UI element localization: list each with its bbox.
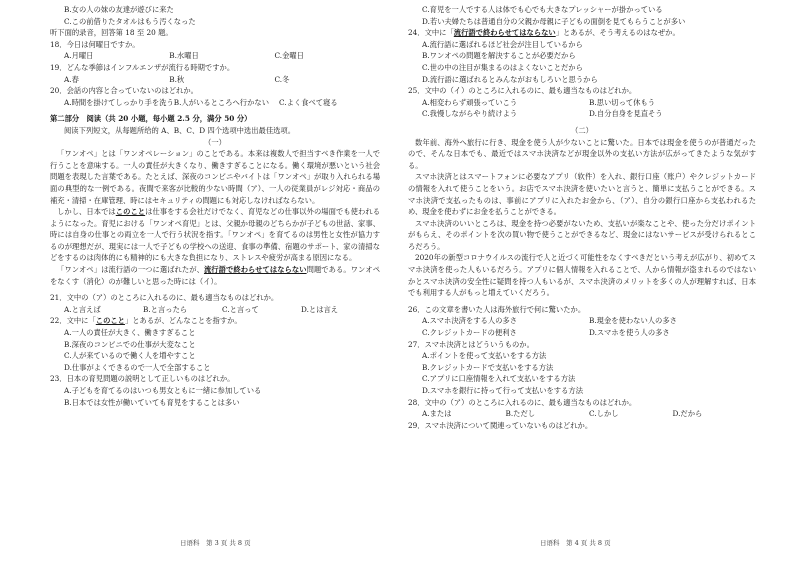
option-b: B.深夜のコンビニでの仕事が大変なこと [64, 339, 196, 349]
option-line: C.この前借りたタオルはもう汚くなった [64, 16, 196, 26]
question-20-options [50, 97, 380, 109]
question-25: 25．文中の（イ）のところに入れるのに、最も適当なものはどれか。 [408, 86, 637, 96]
question-22 [50, 315, 380, 327]
option-c: C.金曜日 [274, 51, 304, 61]
option-c: C.クレジットカードの便利さ [422, 328, 517, 338]
option-a: A.流行語に選ばれるほど社会が注目しているから [422, 39, 583, 49]
page-4 [408, 0, 756, 561]
option-b: B.クレジットカードで支払いをする方法 [422, 362, 554, 372]
passage-1-paragraph-1: 「ワンオペ」とは「ワンオペレーション」のことである。本来は複数人で担当すべき作業を一人で行うことを意味する。一人の責任が大きくなり、働きすぎることになる。働く環境が悪いという社会問題を表現した言葉である。たとえば、深夜のコンビニやバイトは「ワンオペ」が取り入れられる場面の典型的な一例である。夜間で来客が比較的少ない時間（ア）、一人の従業員がレジ対応・商品の補充・清掃・在庫管理、時にはセキュリティの問題にも対応しなければならない。 [50, 149, 380, 205]
text-run: 」とあるが、どんなことを指すか。 [124, 316, 242, 326]
option-a: A.と言えば [64, 304, 101, 314]
listening-instruction: 听下面的录音，回答第 18 至 20 题。 [50, 28, 173, 38]
question-26: 26．この文章を書いた人は海外旅行で何に驚いたか。 [408, 304, 586, 314]
option-b: B.思い切って休もう [589, 97, 656, 107]
option-b: B.人がいるところへ行かない [173, 97, 269, 107]
passage-1-paragraph-3 [50, 264, 380, 287]
question-28-options [408, 408, 756, 420]
part-2-instruction: 阅读下列短文，从每题所给的 A、B、C、D 四个选项中选出最佳选项。 [64, 125, 296, 135]
passage-1-number: （一） [204, 137, 226, 147]
option-a: A.相変わらず頑張っていこう [422, 97, 518, 107]
option-a: A.時間を掛けてしっかり手を洗う [64, 97, 174, 107]
question-28: 28．文中の（ア）のところに入れるのに、最も適当なものはどれか。 [408, 397, 637, 407]
question-19-options [50, 74, 380, 86]
option-c: C.しかし [589, 409, 619, 419]
question-27: 27．スマホ決済とはどういうものか。 [408, 339, 534, 349]
option-c: C.冬 [274, 74, 290, 84]
question-21: 21．文中の（ア）のところに入れるのに、最も適当なものはどれか。 [50, 293, 279, 303]
question-21-options [50, 304, 380, 316]
option-b: B.ただし [505, 409, 536, 419]
option-c: C.アプリに口座情報を入れて支払いをする方法 [422, 374, 576, 384]
option-a: A.スマホ決済をする人の多さ [422, 316, 518, 326]
option-b: B.秋 [169, 74, 185, 84]
question-24 [408, 27, 756, 39]
option-c: C.世の中の注目が集まるのはよくないことだから [422, 62, 583, 72]
option-line: B.女の人の妹の友達が遊びに来た [64, 5, 174, 14]
text-run: 」とあるが、そう考えるのはなぜか。 [555, 28, 680, 38]
option-a: A.または [422, 409, 452, 419]
option-c: C.育児を一人でする人は体でも心でも大きなプレッシャーが掛かっている [422, 5, 663, 14]
page-3 [50, 0, 380, 561]
part-2-title: 第二部分 阅读（共 20 小题，每小题 2.5 分，满分 50 分） [50, 114, 252, 124]
underlined-phrase: 流行語で終わらせてはならない [203, 265, 307, 275]
option-b: B.水曜日 [169, 51, 199, 61]
option-d: D.だから [672, 409, 703, 419]
question-25-options-row-1 [408, 97, 756, 109]
option-c: C.と言って [222, 304, 259, 314]
text-run: 「ワンオペ」は流行語の一つに選ばれたが、 [57, 265, 204, 275]
passage-1-paragraph-2 [50, 206, 380, 264]
text-run: 22．文中に「 [50, 316, 96, 326]
underlined-phrase: このこと [115, 207, 146, 217]
question-26-options-row-2 [408, 327, 756, 339]
text-run: 問題である。ワンオペをなくす（消化）のが難しいと思った時には（イ）。 [50, 265, 380, 286]
passage-2-number: （二） [571, 125, 593, 135]
passage-2-paragraph-3: スマホ決済のいいところは、現金を持つ必要がないため、支払いが楽なことや、使った分だけポイントがもらえ、そのポイントを次の買い物で使うことができるなど、現金にはないサービスが受けられるところだろう。 [408, 218, 756, 251]
question-29: 29．スマホ決済について関連っていないものはどれか。 [408, 420, 593, 430]
page-4-footer: 日语科 第 4 页 共 8 页 [540, 539, 611, 547]
option-a: A.子どもを育てるのはいつも男女ともに一緒に参加している [64, 386, 262, 395]
option-c: C.人が来ているので働く人を増やすこと [64, 351, 196, 361]
question-18: 18．今日は何曜日ですか。 [50, 39, 140, 49]
text-run: は仕事をする会社だけでなく、育児などの仕事以外の場面でも使われるようになった。育児における「ワンオペ育児」とは、父親か母親のどちらかが子どもの世話、家事、時には自身の仕事との両立を一人で行う状況を指す。「ワンオペ」を育てるのは男性と女性が協力するのが理想だが、現実には一人で子どもの学校への送迎、食事の準備、宿題のサポート、家の清掃などをするのは肉体的にも精神的にも大きな負担になり、ストレスや疲労が高まる原因になる。 [50, 207, 380, 263]
underlined-phrase: このこと [95, 316, 125, 326]
option-c: C.我慢しながらやり続けよう [422, 109, 518, 119]
option-b: B.日本では女性が働いていても育児をすることは多い [64, 397, 240, 407]
option-d: D.若い夫婦たちは普通自分の父親か母親に子どもの面倒を見てもらうことが多い [422, 16, 686, 26]
option-d: D.スマホを使う人の多さ [589, 328, 670, 338]
passage-2-paragraph-4: 2020年の新型コロナウイルスの流行で人と近づく可能性をなくすべきだという考えが広がり、初めてスマホ決済を使った人もいるだろう。アプリに個人情報を入れることで、人から情報が盗まれるのではないかとスマホ決済の安全性に疑問を持つ人もいるが、スマホ決済のメリットを多くの人が理解すれば、日本でも利用する人がもっと増えていくだろう。 [408, 253, 756, 298]
underlined-phrase: 流行語で終わらせてはならない [453, 28, 556, 38]
question-23: 23．日本の育児問題の説明として正しいものはどれか。 [50, 374, 235, 384]
option-b: B.と言ったら [143, 304, 188, 314]
option-a: A.ポイントを使って支払いをする方法 [422, 351, 547, 361]
option-a: A.月曜日 [64, 51, 94, 61]
question-19: 19．どんな季節はインフルエンザが流行る時期ですか。 [50, 62, 235, 72]
passage-2-paragraph-2: スマホ決済とはスマートフォンに必要なアプリ（软件）を入れ、銀行口座（账户）やクレジットカードの情報を入れて使うことをいう。お店でスマホ決済を使いたいと言うと、簡単に支払うことができる。スマホ決済で支払ったものは、事前にアプリに入れたお金から、（ア）、自分の銀行口座から支払われるため、現金を使わずにお金を払うことができる。 [408, 172, 756, 217]
text-run: しかし、日本では [57, 207, 116, 217]
option-d: D.スマホを銀行に持って行って支払いをする方法 [422, 386, 583, 395]
option-d: D.流行語に選ばれるとみんながおもしろいと思うから [422, 74, 598, 84]
option-d: D.とは言え [301, 304, 339, 314]
option-d: D.自分自身を見直そう [589, 109, 663, 119]
question-25-options-row-2 [408, 108, 756, 120]
option-b: B.ワンオペの問題を解決することが必要だから [422, 51, 576, 61]
option-d: D.仕事がよくできるので一人で全部すること [64, 362, 211, 372]
question-18-options [50, 50, 380, 62]
option-b: B.現金を使わない人の多さ [589, 316, 677, 326]
option-c: C.よく食べて寝る [278, 97, 338, 107]
passage-2-paragraph-1: 数年前、海外へ旅行に行き、現金を使う人が少ないことに驚いた。日本では現金を使うのが普通だったので、そんな日本でも、最近ではスマホ決済などが現金以外の支払い方法が広がってきたような気がする。 [408, 137, 756, 170]
page-3-footer: 日语科 第 3 页 共 8 页 [180, 539, 251, 547]
question-20: 20．会話の内容と合っていないのはどれか。 [50, 86, 198, 96]
option-a: A.一人の責任が大きく、働きすぎること [64, 328, 196, 338]
question-26-options-row-1 [408, 315, 756, 327]
text-run: 24．文中に「 [408, 28, 454, 38]
option-a: A.春 [64, 74, 79, 84]
